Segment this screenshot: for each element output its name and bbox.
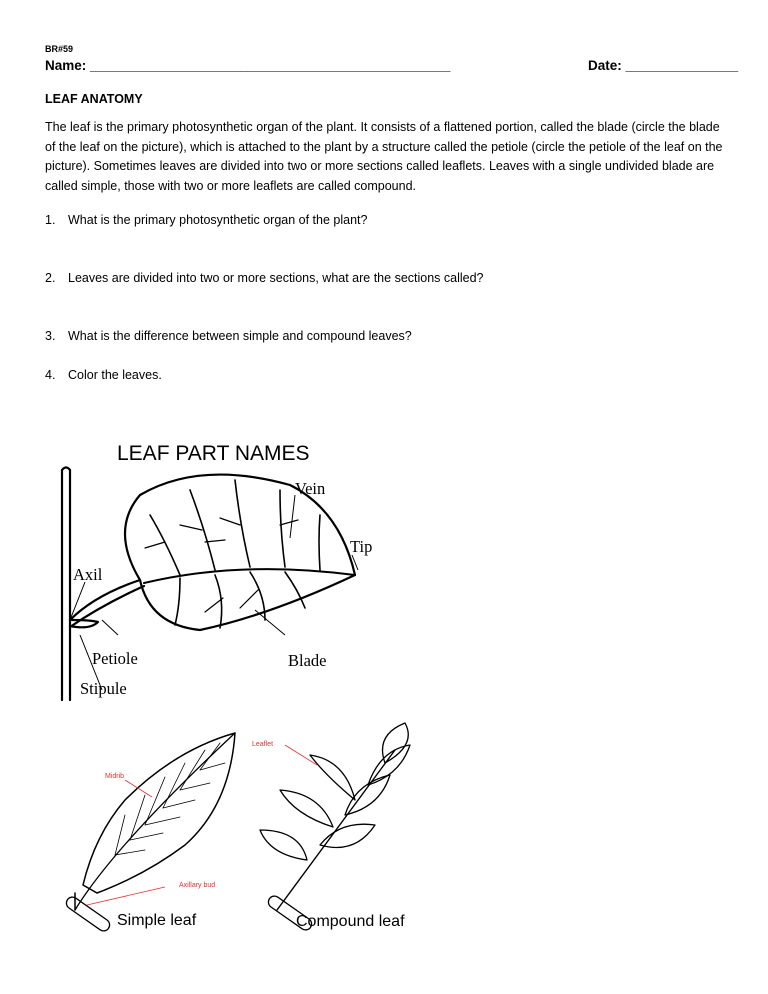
label-midrib: Midrib (105, 773, 125, 780)
leaf-types-diagram (55, 715, 425, 945)
date-field[interactable]: Date: _______________ (588, 58, 739, 73)
label-stipule: Stipule (80, 679, 127, 698)
simple-leaf-blade (83, 733, 235, 893)
question-number: 3. (45, 329, 56, 343)
question-text: Color the leaves. (68, 368, 162, 382)
leaflet (260, 830, 307, 860)
caption-compound-leaf: Compound leaf (296, 913, 405, 930)
label-vein: Vein (295, 479, 326, 498)
label-axillary-bud: Axillary bud (179, 882, 216, 889)
leaflet (310, 755, 355, 800)
question-text: Leaves are divided into two or more sections, what are the sections called? (68, 271, 484, 285)
question-number: 2. (45, 271, 56, 285)
page-title: LEAF ANATOMY (45, 92, 143, 106)
question-4 (45, 368, 162, 382)
question-2 (45, 271, 484, 285)
leaf-part-diagram (40, 430, 440, 715)
leaflet (320, 824, 375, 847)
worksheet-code: BR#59 (45, 44, 74, 54)
leaflet (280, 790, 333, 827)
label-blade: Blade (288, 651, 327, 670)
question-number: 4. (45, 368, 56, 382)
intro-paragraph: The leaf is the primary photosynthetic organ of the plant. It consists of a flattened portion, called the blade (circle the blade of the leaf on the picture), which is attached to the plant by a structure called the petiole (circle the petiole of the leaf on the picture). Sometimes leaves are divided into two or more sections called leaflets. Leaves with a single undivided blade are called simple, those with two or more leaflets are called compound. (45, 120, 723, 193)
question-1 (45, 213, 367, 227)
petiole (70, 580, 140, 620)
question-text: What is the difference between simple and compound leaves? (68, 329, 412, 343)
question-text: What is the primary photosynthetic organ of the plant? (68, 213, 368, 227)
label-leaflet: Leaflet (252, 741, 274, 748)
midrib (144, 569, 355, 583)
name-field[interactable]: Name: ________________________________________________ (45, 58, 451, 73)
label-axil: Axil (73, 565, 103, 584)
caption-simple-leaf: Simple leaf (117, 912, 197, 929)
question-3 (45, 329, 412, 343)
question-number: 1. (45, 213, 56, 227)
diagram-title: LEAF PART NAMES (117, 442, 310, 465)
compound-leaf-rachis (277, 750, 395, 910)
label-tip: Tip (350, 537, 373, 556)
label-petiole: Petiole (92, 649, 138, 668)
